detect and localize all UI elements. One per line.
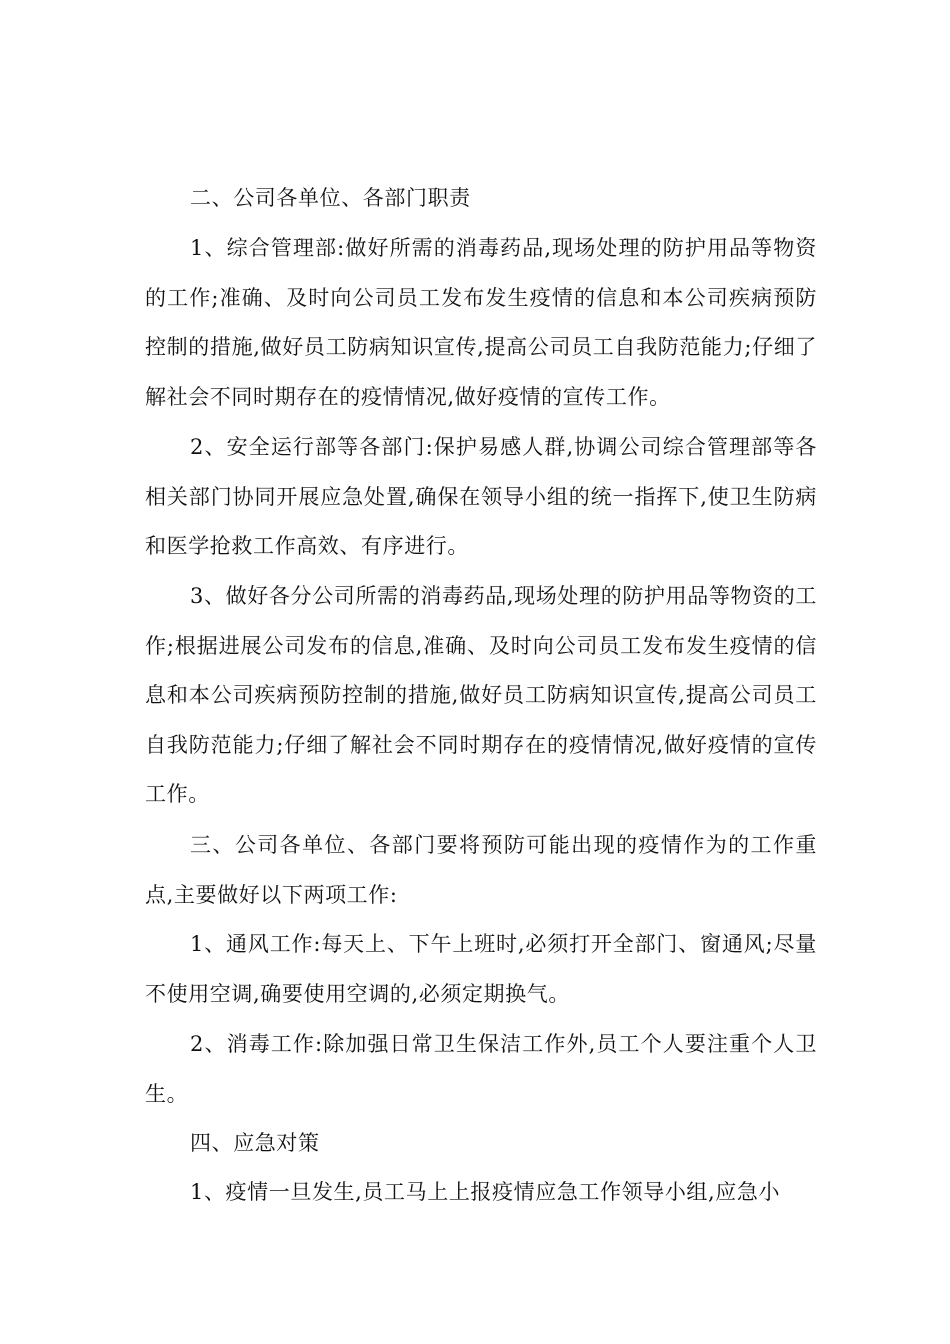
paragraph-ventilation: 1、通风工作:每天上、下午上班时,必须打开全部门、窗通风;尽量不使用空调,确要使用空调的,必须定期换气。 — [145, 932, 817, 1006]
section-heading-responsibilities: 二、公司各单位、各部门职责 — [190, 186, 471, 210]
paragraph-disinfection: 2、消毒工作:除加强日常卫生保洁工作外,员工个人要注重个人卫生。 — [145, 1032, 817, 1106]
paragraph-general-management: 1、综合管理部:做好所需的消毒药品,现场处理的防护用品等物资的工作;准确、及时向公司员工发布发生疫情的信息和本公司疾病预防控制的措施,做好员工防病知识宣传,提高公司员工自我防范能力;仔细了解社会不同时期存在的疫情情况,做好疫情的宣传工作。 — [145, 236, 817, 409]
section-heading-prevention: 三、公司各单位、各部门要将预防可能出现的疫情作为的工作重点,主要做好以下两项工作: — [145, 833, 817, 907]
paragraph-safety-operations: 2、安全运行部等各部门:保护易感人群,协调公司综合管理部等各相关部门协同开展应急处置,确保在领导小组的统一指挥下,使卫生防病和医学抢救工作高效、有序进行。 — [145, 435, 817, 558]
section-heading-emergency: 四、应急对策 — [190, 1131, 320, 1155]
paragraph-outbreak-report: 1、疫情一旦发生,员工马上上报疫情应急工作领导小组,应急小 — [190, 1180, 781, 1204]
paragraph-branch-companies: 3、做好各分公司所需的消毒药品,现场处理的防护用品等物资的工作;根据进展公司发布的信息,准确、及时向公司员工发布发生疫情的信息和本公司疾病预防控制的措施,做好员工防病知识宣传,提高公司员工自我防范能力;仔细了解社会不同时期存在的疫情情况,做好疫情的宣传工作。 — [145, 584, 817, 806]
